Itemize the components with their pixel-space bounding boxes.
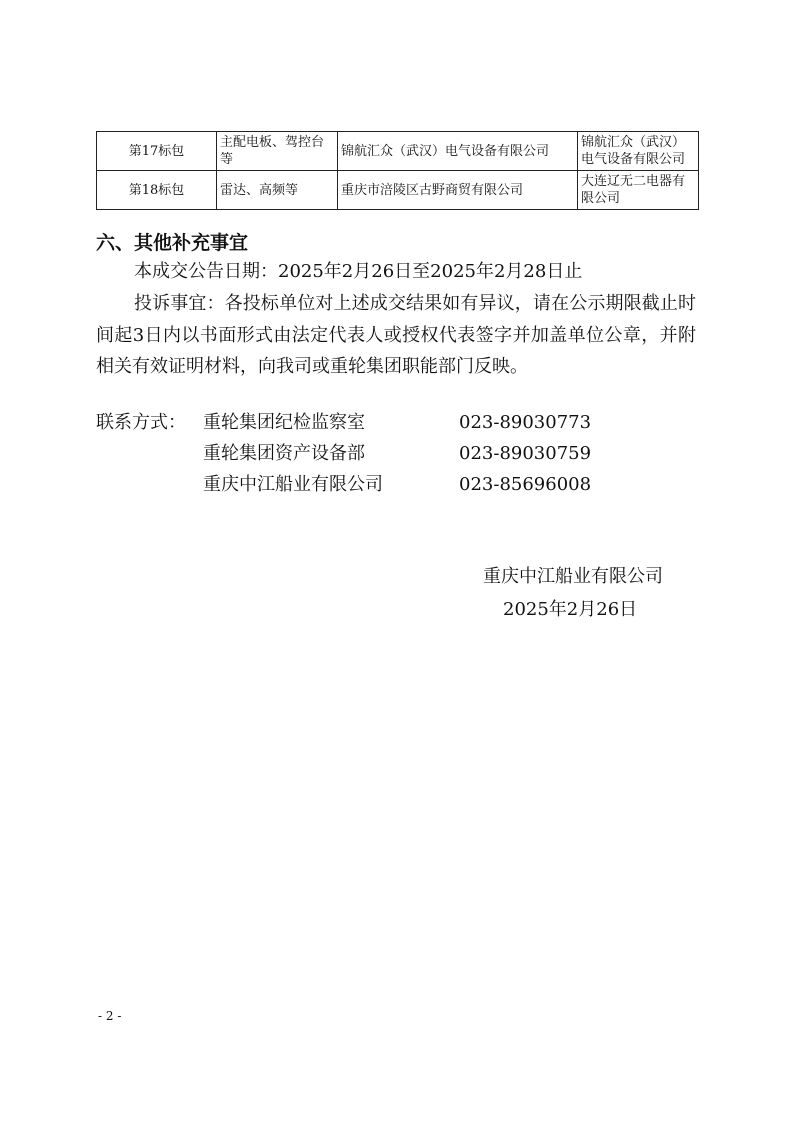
table-row (97, 171, 699, 210)
signature-company: 重庆中江船业有限公司 (483, 566, 663, 587)
lot-cell: 第17标包 (97, 132, 217, 171)
contact-label: 联系方式： (96, 412, 186, 433)
table-row (97, 132, 699, 171)
contact-dept: 重轮集团纪检监察室 (203, 412, 365, 433)
winner-cell: 锦航汇众（武汉）电气设备有限公司 (338, 132, 578, 171)
complaint-paragraph: 投诉事宜：各投标单位对上述成交结果如有异议，请在公示期限截止时间起3日内以书面形式由法定代表人或授权代表签字并加盖单位公章，并附相关有效证明材料，向我司或重轮集团职能部门反映。 (96, 293, 696, 377)
signature-date: 2025年2月26日 (503, 599, 638, 620)
winner-cell: 重庆市涪陵区古野商贸有限公司 (338, 171, 578, 210)
manufacturer-cell: 大连辽无二电器有限公司 (578, 171, 699, 210)
announcement-date-paragraph: 本成交公告日期：2025年2月26日至2025年2月28日止 (134, 261, 583, 282)
contact-phone: 023-85696008 (459, 474, 592, 495)
contact-dept: 重轮集团资产设备部 (203, 443, 365, 464)
contact-phone: 023-89030759 (459, 443, 592, 464)
goods-cell: 主配电板、驾控台等 (217, 132, 338, 171)
section-heading: 六、其他补充事宜 (96, 232, 249, 254)
award-results-table (96, 131, 699, 210)
contact-phone: 023-89030773 (459, 412, 592, 433)
contact-dept: 重庆中江船业有限公司 (203, 474, 383, 495)
manufacturer-cell: 锦航汇众（武汉）电气设备有限公司 (578, 132, 699, 171)
lot-cell: 第18标包 (97, 171, 217, 210)
goods-cell: 雷达、高频等 (217, 171, 338, 210)
page-number: - 2 - (98, 1009, 122, 1023)
